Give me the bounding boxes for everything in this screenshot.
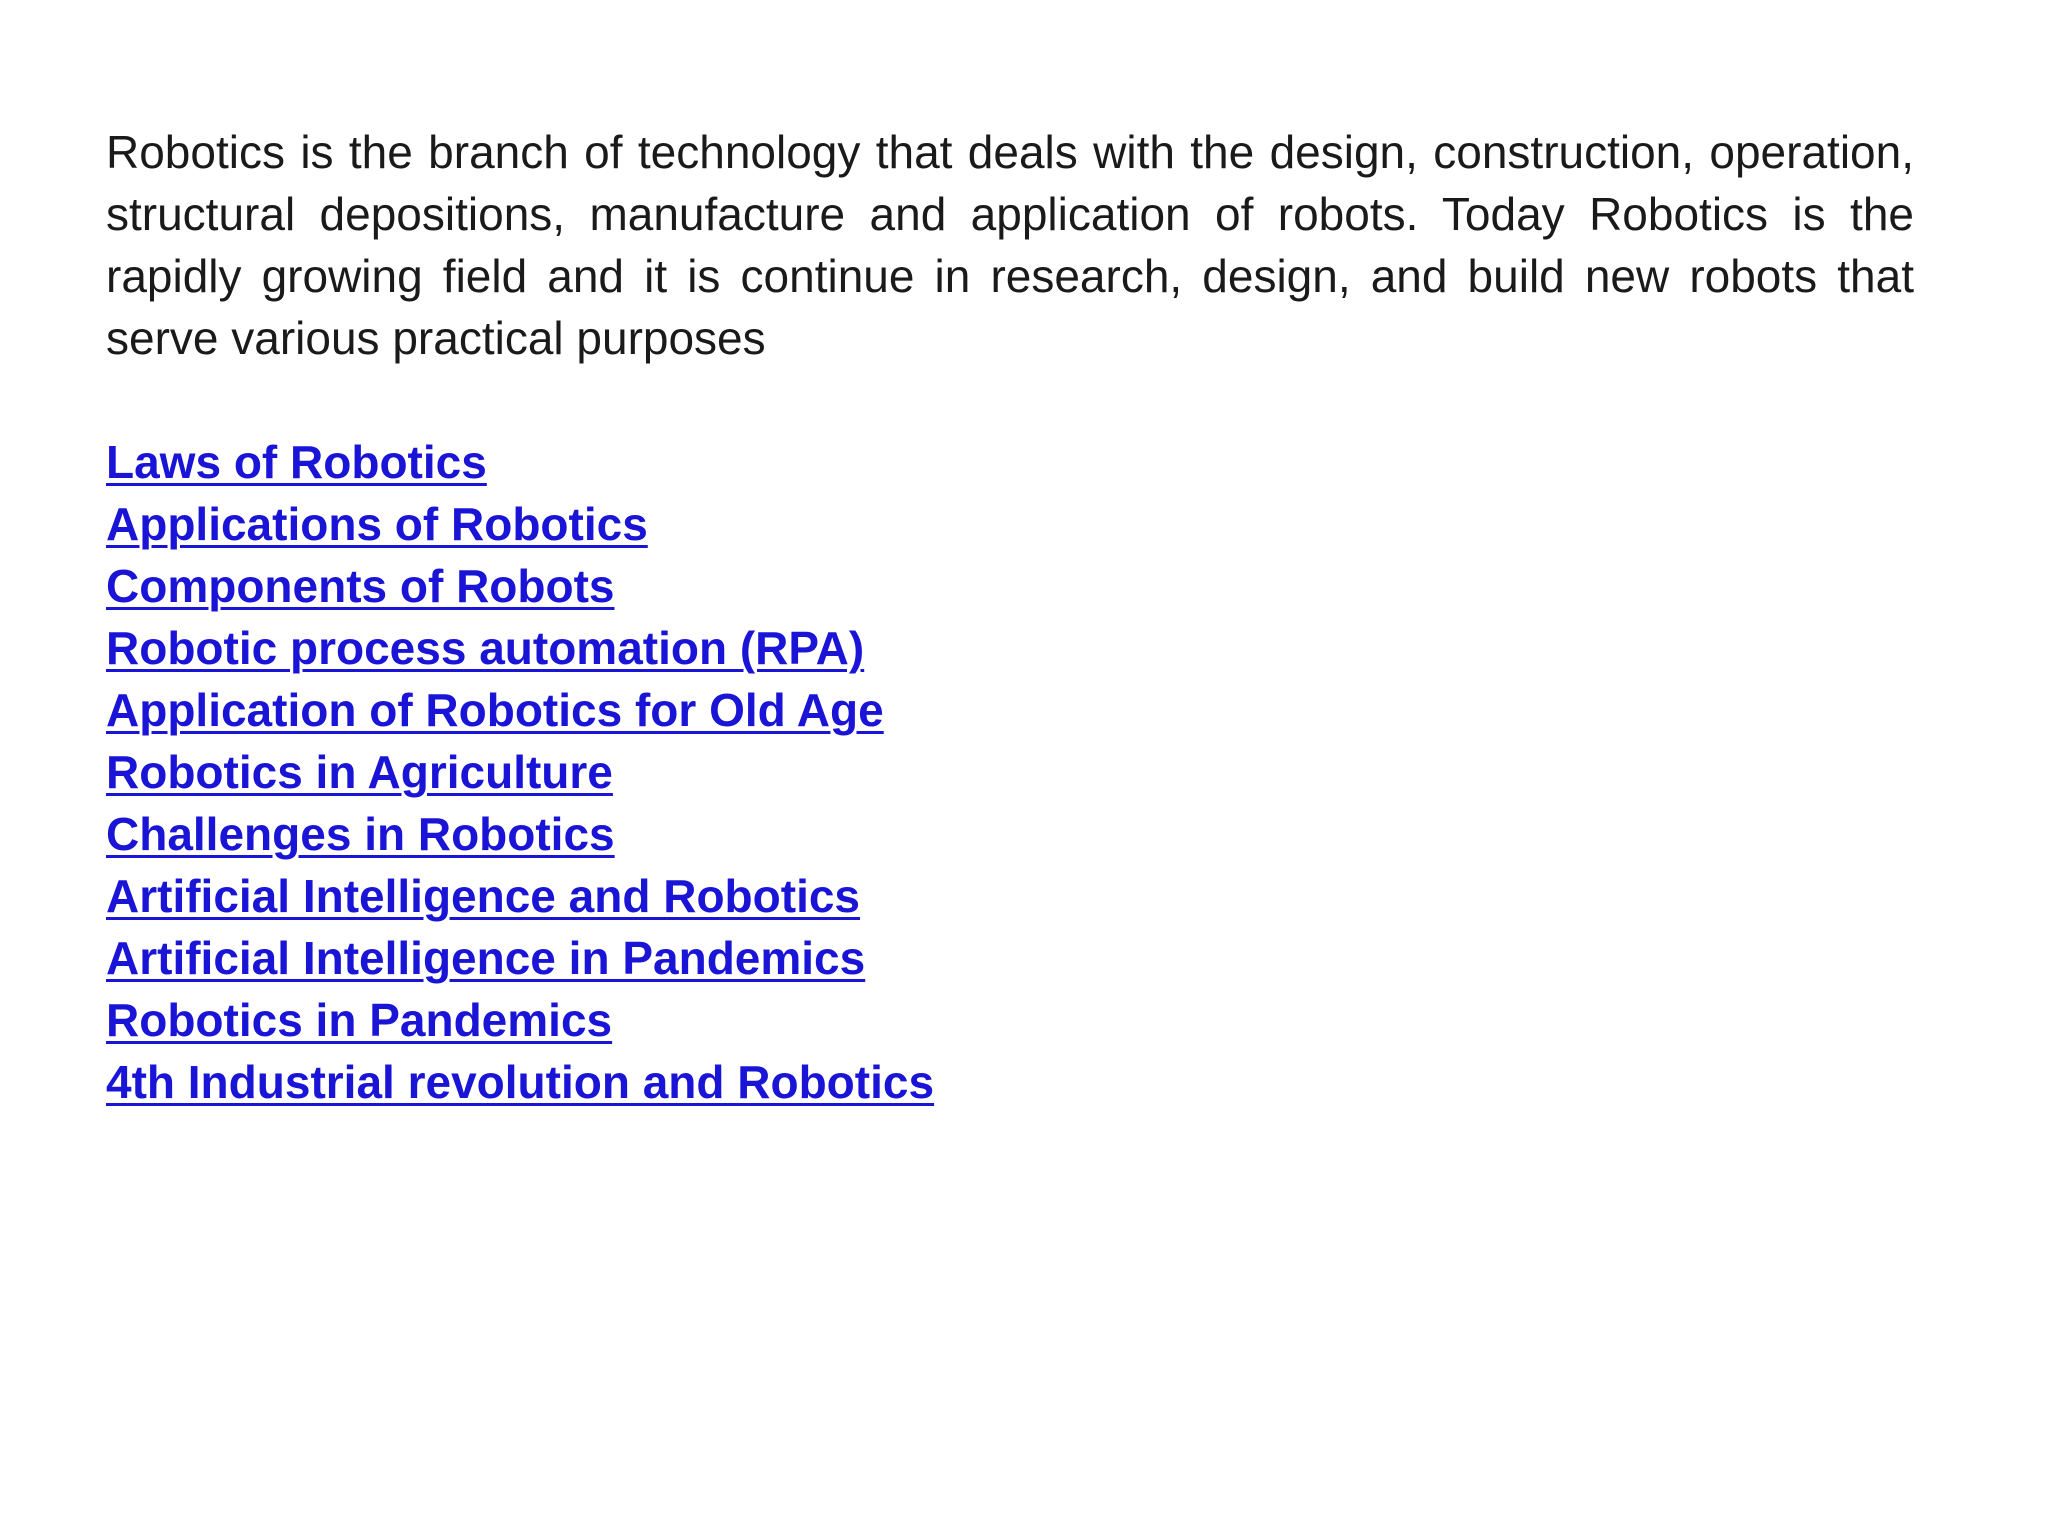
link-challenges-in-robotics[interactable]: Challenges in Robotics — [106, 808, 615, 860]
link-robotics-in-agriculture[interactable]: Robotics in Agriculture — [106, 746, 613, 798]
link-robotics-in-pandemics[interactable]: Robotics in Pandemics — [106, 994, 613, 1046]
list-item — [106, 679, 934, 741]
list-item — [106, 555, 934, 617]
topic-link-list — [106, 431, 934, 1113]
list-item — [106, 865, 934, 927]
link-robotics-for-old-age[interactable]: Application of Robotics for Old Age — [106, 684, 884, 736]
link-components-of-robots[interactable]: Components of Robots — [106, 560, 615, 612]
link-robotic-process-automation[interactable]: Robotic process automation (RPA) — [106, 622, 865, 674]
link-ai-and-robotics[interactable]: Artificial Intelligence and Robotics — [106, 870, 861, 922]
link-applications-of-robotics[interactable]: Applications of Robotics — [106, 498, 648, 550]
list-item — [106, 431, 934, 493]
link-ai-in-pandemics[interactable]: Artificial Intelligence in Pandemics — [106, 932, 866, 984]
list-item — [106, 803, 934, 865]
list-item — [106, 1051, 934, 1113]
intro-paragraph: Robotics is the branch of technology that deals with the design, construction, operation, structural depositions, manufacture and application of robots. Today Robotics is the rapidly growing field and it is continue in research, design, and build new robots that serve various practical purposes — [106, 126, 1914, 364]
list-item — [106, 493, 934, 555]
list-item — [106, 927, 934, 989]
link-laws-of-robotics[interactable]: Laws of Robotics — [106, 436, 487, 488]
list-item — [106, 617, 934, 679]
list-item — [106, 741, 934, 803]
list-item — [106, 989, 934, 1051]
link-4th-industrial-revolution[interactable]: 4th Industrial revolution and Robotics — [106, 1056, 935, 1108]
